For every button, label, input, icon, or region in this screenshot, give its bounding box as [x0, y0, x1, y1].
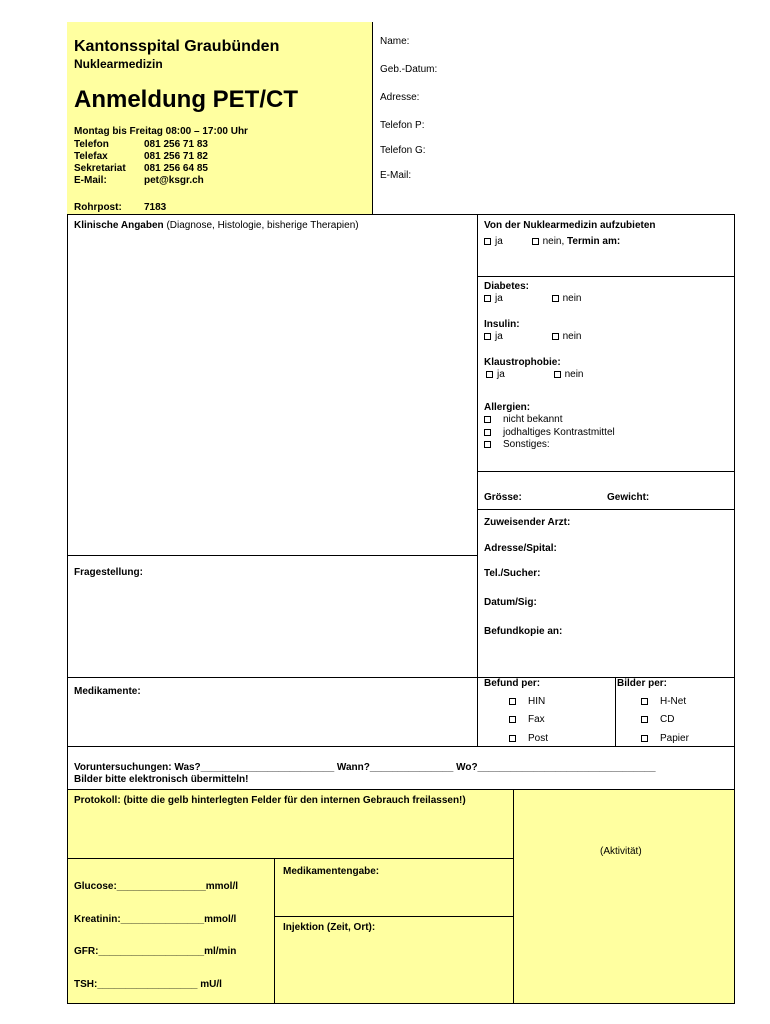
- injection-field: Injektion (Zeit, Ort):: [283, 922, 376, 933]
- offer-options: ja nein, Termin am:: [484, 236, 620, 248]
- diabetes-label: Diabetes:: [484, 281, 530, 292]
- patient-name-field[interactable]: Name:: [380, 36, 410, 47]
- report-via-post: Post: [509, 733, 548, 745]
- report-via-fax: Fax: [509, 714, 545, 726]
- gfr-field: GFR:___________________ml/min: [74, 946, 237, 957]
- clinical-info-field[interactable]: Klinische Angaben (Diagnose, Histologie, bisherige Therapien): [74, 220, 359, 231]
- creatinine-field: Kreatinin:_______________mmol/l: [74, 914, 237, 925]
- insulin-label: Insulin:: [484, 319, 520, 330]
- report-via-hin: HIN: [509, 696, 545, 708]
- office-hours: Montag bis Freitag 08:00 – 17:00 Uhr: [74, 126, 248, 137]
- prior-exams-field[interactable]: Voruntersuchungen: Was?________________________ Wann?_______________ Wo?________________________________: [74, 762, 656, 773]
- divider-offer: [477, 276, 735, 277]
- appointment-label: Termin am:: [567, 236, 621, 247]
- header-divider: [372, 22, 373, 214]
- images-cd-checkbox[interactable]: [641, 716, 648, 723]
- offer-yes-checkbox[interactable]: [484, 238, 491, 245]
- images-hnet-checkbox[interactable]: [641, 698, 648, 705]
- patient-address-field[interactable]: Adresse:: [380, 92, 420, 103]
- protocol-injection-divider: [274, 916, 513, 917]
- protocol-block: [68, 790, 734, 1003]
- patient-dob-field[interactable]: Geb.-Datum:: [380, 64, 438, 75]
- offer-no-checkbox[interactable]: [532, 238, 539, 245]
- tsh-field: TSH:__________________ mU/l: [74, 979, 222, 990]
- patient-email-field[interactable]: E-Mail:: [380, 170, 412, 181]
- divider-size: [477, 509, 735, 510]
- claustrophobia-yes-checkbox[interactable]: [486, 371, 493, 378]
- protocol-title: Protokoll: (bitte die gelb hinterlegten Felder für den internen Gebrauch freilassen!): [74, 795, 466, 806]
- rohrpost: Rohrpost: 7183: [74, 202, 167, 213]
- divider-allergies: [477, 471, 735, 472]
- claustrophobia-options: ja nein: [486, 369, 583, 381]
- claustrophobia-label: Klaustrophobie:: [484, 357, 561, 368]
- report-delivery-label: Befund per:: [484, 678, 541, 689]
- medication-field[interactable]: Medikamente:: [74, 686, 141, 697]
- delivery-divider: [615, 677, 616, 746]
- question-field[interactable]: Fragestellung:: [74, 567, 143, 578]
- images-via-hnet: H-Net: [641, 696, 686, 708]
- divider-question: [67, 555, 477, 556]
- allergy-unknown-checkbox[interactable]: [484, 416, 491, 423]
- divider-prior: [67, 746, 735, 747]
- electronic-images-note: Bilder bitte elektronisch übermitteln!: [74, 774, 249, 785]
- column-divider: [477, 214, 478, 746]
- weight-field[interactable]: Gewicht:: [607, 492, 650, 503]
- report-post-checkbox[interactable]: [509, 735, 516, 742]
- department-name: Nuklearmedizin: [74, 57, 163, 71]
- insulin-yes-checkbox[interactable]: [484, 333, 491, 340]
- images-delivery-label: Bilder per:: [617, 678, 668, 689]
- referrer-address-field[interactable]: Adresse/Spital:: [484, 543, 557, 554]
- size-field[interactable]: Grösse:: [484, 492, 522, 503]
- referrer-date-sig-field[interactable]: Datum/Sig:: [484, 597, 537, 608]
- images-via-paper: Papier: [641, 733, 689, 745]
- contact-list: Telefon 081 256 71 83 Telefax 081 256 71 82 Sekretariat 081 256 64 85 E-Mail: pet@ksgr.ch: [74, 139, 208, 186]
- diabetes-yes-checkbox[interactable]: [484, 295, 491, 302]
- allergy-other-checkbox[interactable]: [484, 441, 491, 448]
- diabetes-no-checkbox[interactable]: [552, 295, 559, 302]
- referring-doctor-field[interactable]: Zuweisender Arzt:: [484, 517, 571, 528]
- divider-medication: [67, 677, 477, 678]
- insulin-options: ja nein: [484, 331, 581, 343]
- images-paper-checkbox[interactable]: [641, 735, 648, 742]
- allergies-label: Allergien:: [484, 402, 531, 413]
- allergy-contrast-checkbox[interactable]: [484, 429, 491, 436]
- patient-phone-business-field[interactable]: Telefon G:: [380, 145, 426, 156]
- medication-given-field: Medikamentengabe:: [283, 866, 380, 877]
- form-title: Anmeldung PET/CT: [74, 86, 298, 113]
- protocol-divider: [513, 790, 514, 1004]
- referrer-phone-field[interactable]: Tel./Sucher:: [484, 568, 541, 579]
- patient-phone-private-field[interactable]: Telefon P:: [380, 120, 425, 131]
- report-hin-checkbox[interactable]: [509, 698, 516, 705]
- protocol-lab-column-divider: [274, 858, 275, 1004]
- claustrophobia-no-checkbox[interactable]: [554, 371, 561, 378]
- report-copy-field[interactable]: Befundkopie an:: [484, 626, 563, 637]
- diabetes-options: ja nein: [484, 293, 581, 305]
- images-via-cd: CD: [641, 714, 674, 726]
- report-fax-checkbox[interactable]: [509, 716, 516, 723]
- glucose-field: Glucose:________________mmol/l: [74, 881, 238, 892]
- hospital-name: Kantonsspital Graubünden: [74, 38, 280, 55]
- insulin-no-checkbox[interactable]: [552, 333, 559, 340]
- offer-title: Von der Nuklearmedizin aufzubieten: [484, 220, 656, 231]
- allergy-option-unknown: nicht bekannt: [484, 414, 563, 426]
- allergy-option-contrast: jodhaltiges Kontrastmittel: [484, 427, 615, 439]
- protocol-lab-divider: [67, 858, 513, 859]
- activity-field: (Aktivität): [600, 846, 642, 857]
- allergy-option-other: Sonstiges:: [484, 439, 550, 451]
